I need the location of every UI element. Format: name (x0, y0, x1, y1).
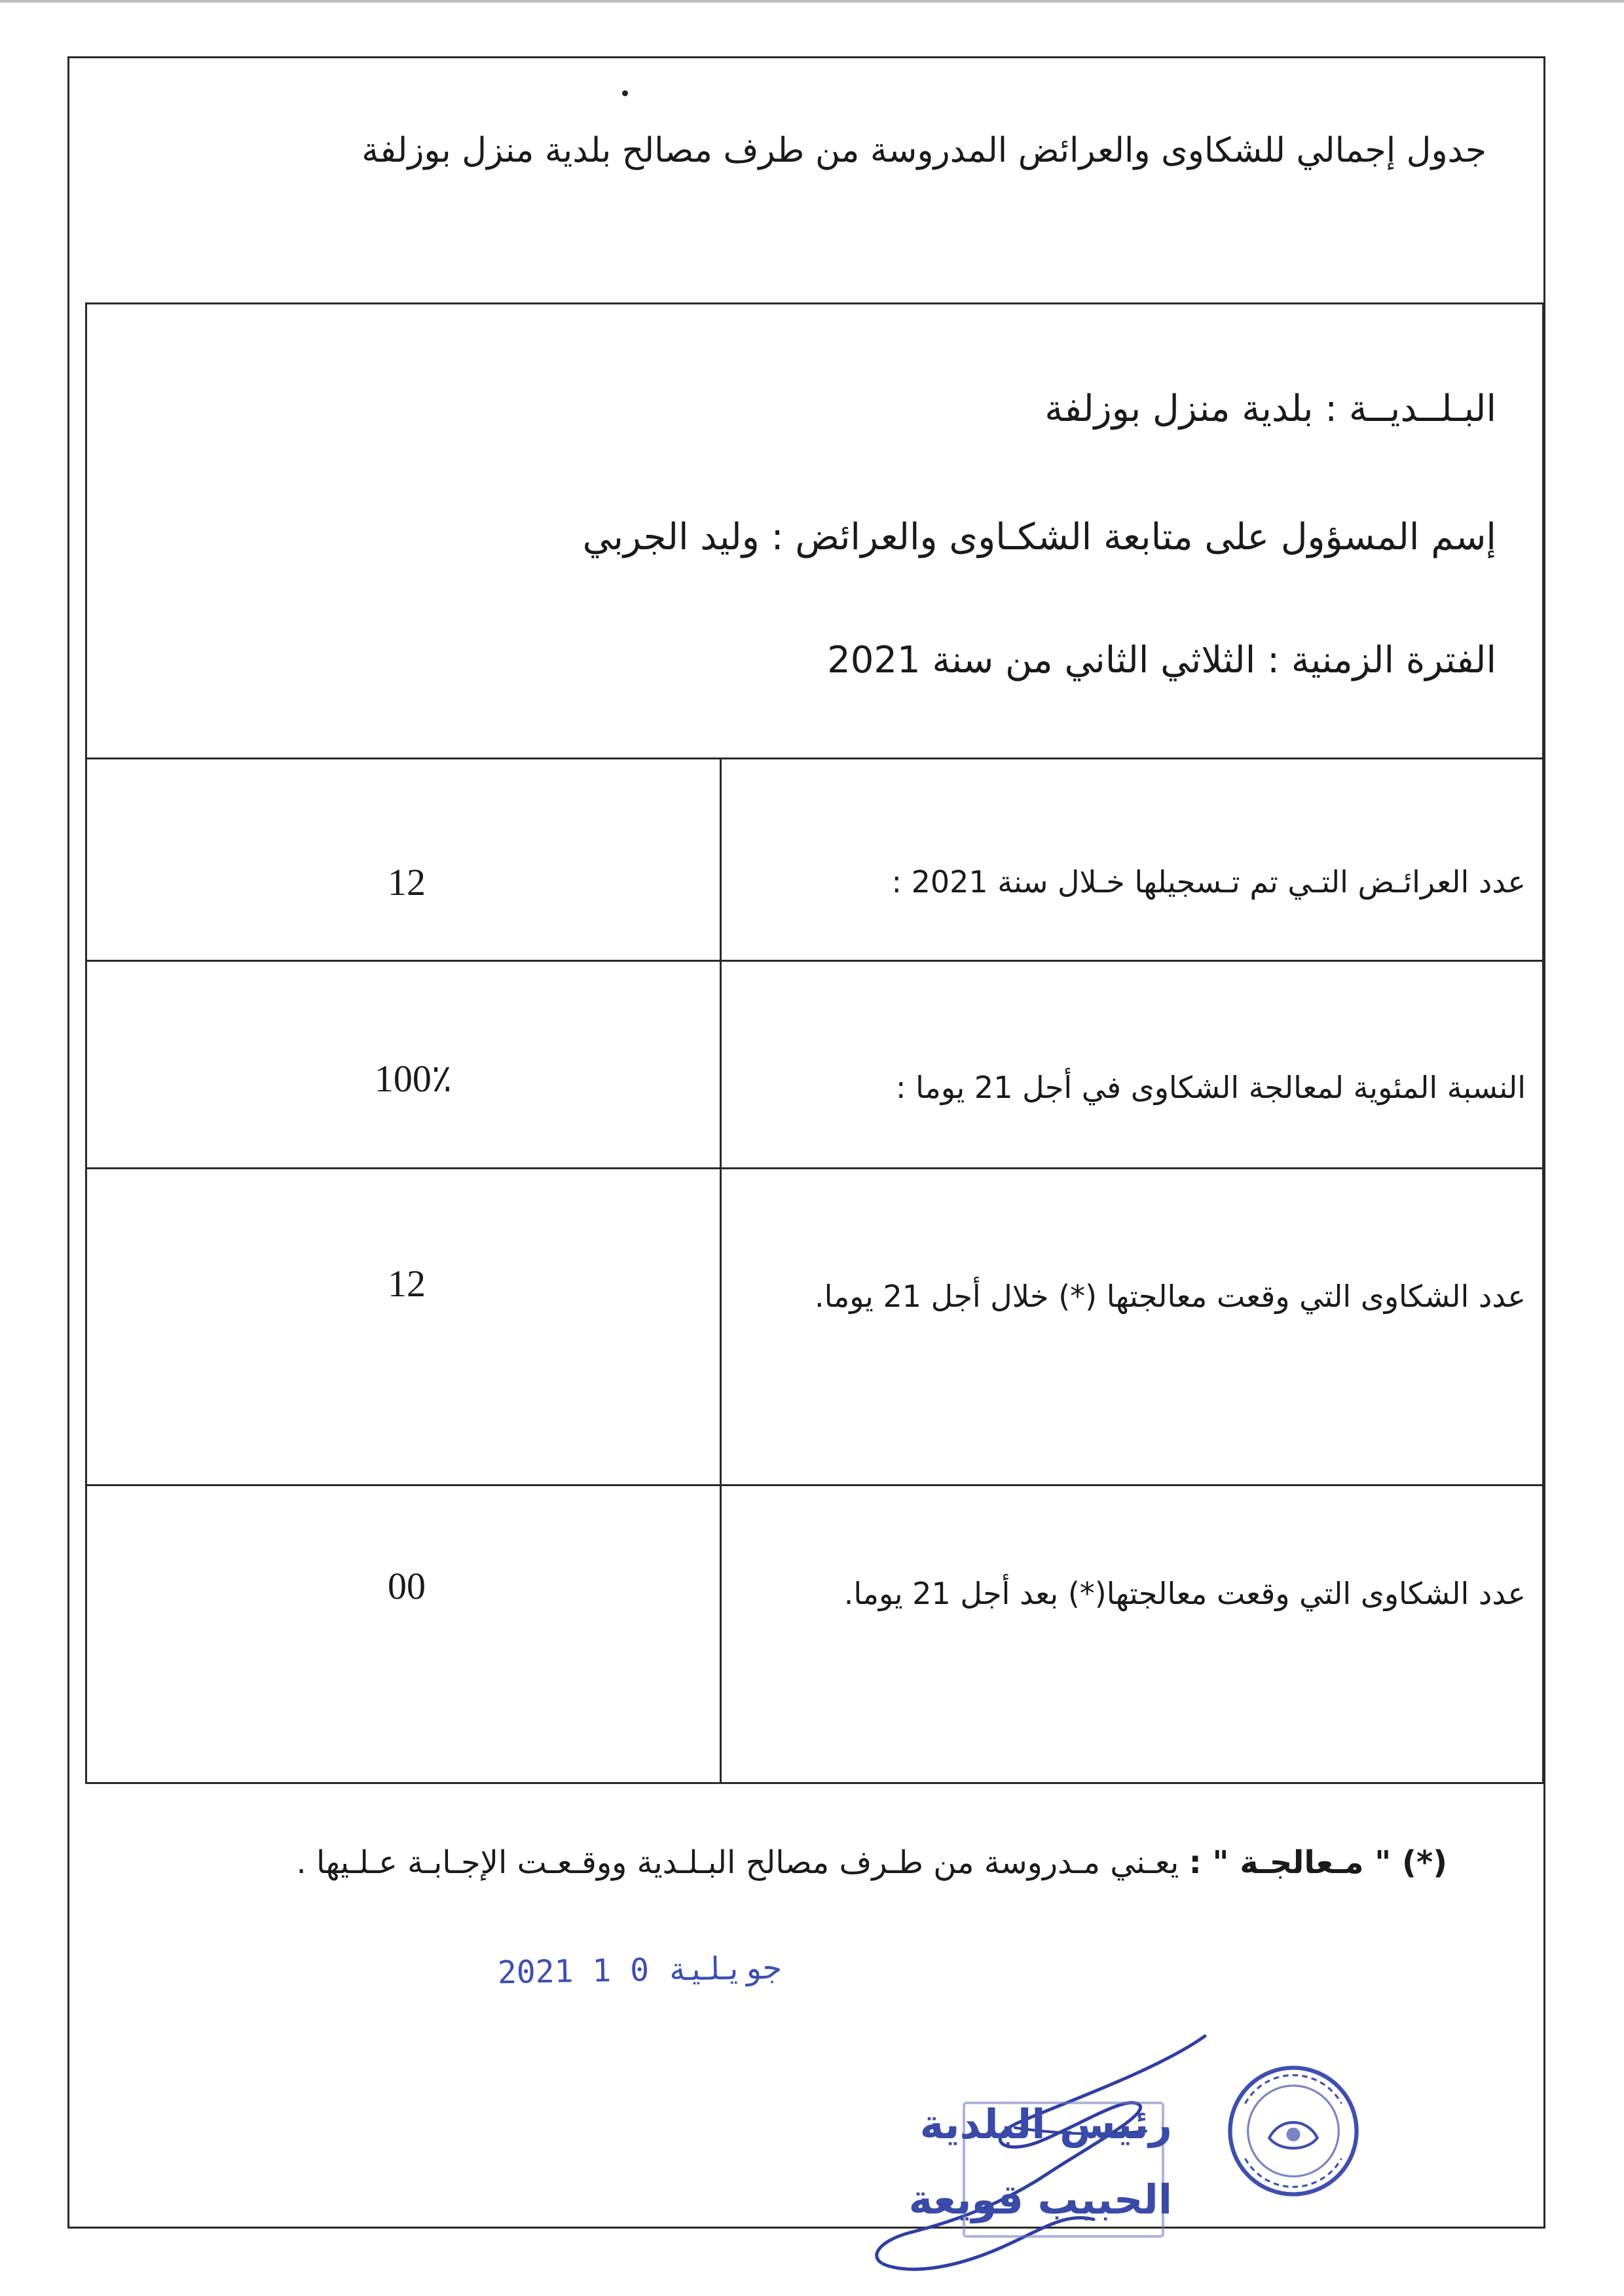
footnote-text: يعـني مـدروسة من طـرف مصالح البـلـدية ووقـعـت الإجـابـة عـلـيها . (296, 1844, 1179, 1881)
row-label: النسبة المئوية لمعالجة الشكاوى في أجل 21 يوما : (895, 1070, 1526, 1105)
stray-dot (622, 90, 628, 96)
signature-block (851, 2023, 1349, 2285)
row-value: 00 (388, 1565, 426, 1607)
row-value: 12 (388, 1262, 426, 1305)
row-label: عدد الشكاوى التي وقعت معالجتها (*) خلال أجل 21 يوما. (814, 1279, 1526, 1314)
info-box (85, 302, 1544, 759)
stamp-name: الحبيب قويعة (908, 2176, 1172, 2223)
scan-edge (0, 0, 1624, 3)
officer-line: إسم المسؤول على متابعة الشكـاوى والعرائض : وليد الجربي (582, 516, 1496, 558)
summary-table (85, 757, 1544, 1784)
official-seal-icon (1225, 2062, 1362, 2200)
row-value: 12 (388, 861, 426, 903)
column-divider (720, 759, 722, 1782)
municipality-line: البـلــديــة : بلدية منزل بوزلفة (1044, 388, 1496, 430)
document-title: جدول إجمالي للشكاوى والعرائض المدروسة من طرف مصالح بلدية منزل بوزلفة (361, 131, 1486, 170)
footnote-marker: (*) " مـعالجـة " : (1189, 1844, 1447, 1881)
date-stamp: 2021 جويلية 0 1 (497, 1949, 782, 1992)
row-label: عدد الشكاوى التي وقعت معالجتها(*) بعد أجل 21 يوما. (843, 1576, 1526, 1611)
row-value: 100٪ (374, 1057, 452, 1100)
row-label: عدد العرائـض التـي تم تـسجيلها خـلال سنة 2021 : (891, 864, 1526, 900)
footnote (164, 1841, 1447, 1884)
stamp-title: رئيس البلدية (919, 2100, 1172, 2148)
period-line: الفترة الزمنية : الثلاثي الثاني من سنة 2021 (827, 639, 1496, 682)
row-divider (87, 960, 1542, 962)
row-divider (87, 1484, 1542, 1486)
row-divider (87, 1167, 1542, 1169)
